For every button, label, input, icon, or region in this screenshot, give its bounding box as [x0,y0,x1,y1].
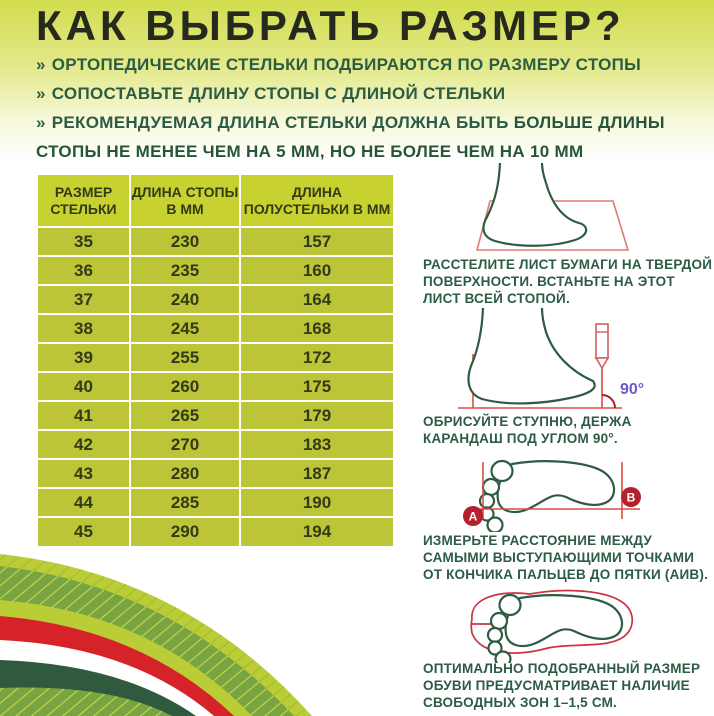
step-caption: ИЗМЕРЬТЕ РАССТОЯНИЕ МЕЖДУ САМЫМИ ВЫСТУПАЮЩИМИ ТОЧКАМИ ОТ КОНЧИКА ПАЛЬЦЕВ ДО ПЯТКИ (АИВ). [423,533,709,582]
bullet-marker: » [36,84,46,103]
size-table-body [38,227,393,546]
table-cell: 280 [130,459,240,488]
table-row [38,256,393,285]
angle-label: 90° [620,381,645,398]
table-row [38,285,393,314]
table-cell: 172 [240,343,393,372]
bullet-item [36,50,688,79]
table-row [38,430,393,459]
table-cell: 240 [130,285,240,314]
table-header-cell: ДЛИНА СТОПЫ В ММ [130,175,240,227]
table-cell: 164 [240,285,393,314]
table-cell: 230 [130,227,240,256]
table-cell: 187 [240,459,393,488]
bullet-item [36,79,688,108]
table-row [38,227,393,256]
table-header-cell: РАЗМЕР СТЕЛЬКИ [38,175,130,227]
table-cell: 160 [240,256,393,285]
size-table-head [38,175,393,227]
table-cell: 183 [240,430,393,459]
table-cell: 39 [38,343,130,372]
table-cell: 265 [130,401,240,430]
footprint-measure-icon [450,452,665,532]
table-row [38,372,393,401]
table-cell: 179 [240,401,393,430]
size-table [38,175,393,546]
table-row [38,488,393,517]
table-cell: 190 [240,488,393,517]
bullet-text: СОПОСТАВЬТЕ ДЛИНУ СТОПЫ С ДЛИНОЙ СТЕЛЬКИ [51,84,506,103]
bullet-text: ОРТОПЕДИЧЕСКИЕ СТЕЛЬКИ ПОДБИРАЮТСЯ ПО РАЗМЕРУ СТОПЫ [51,55,642,74]
table-cell: 43 [38,459,130,488]
table-cell: 260 [130,372,240,401]
table-cell: 245 [130,314,240,343]
table-cell: 235 [130,256,240,285]
table-cell: 285 [130,488,240,517]
bullet-marker: » [36,113,46,132]
table-cell: 290 [130,517,240,546]
table-row [38,459,393,488]
table-row [38,343,393,372]
table-cell: 157 [240,227,393,256]
point-a-label: А [468,509,478,524]
table-header-row [38,175,393,227]
bullet-item [36,108,688,166]
table-cell: 37 [38,285,130,314]
table-row [38,517,393,546]
step-caption: РАССТЕЛИТЕ ЛИСТ БУМАГИ НА ТВЕРДОЙ ПОВЕРХНОСТИ. ВСТАНЬТЕ НА ЭТОТ ЛИСТ ВСЕЙ СТОПОЙ. [423,257,713,306]
table-cell: 35 [38,227,130,256]
table-cell: 41 [38,401,130,430]
table-row [38,401,393,430]
bullet-list [36,50,688,166]
page-title: КАК ВЫБРАТЬ РАЗМЕР? [36,2,625,49]
table-cell: 45 [38,517,130,546]
point-b-label: В [626,490,636,505]
foot-on-paper-icon [445,163,655,258]
table-cell: 44 [38,488,130,517]
table-cell: 255 [130,343,240,372]
bullet-text: РЕКОМЕНДУЕМАЯ ДЛИНА СТЕЛЬКИ ДОЛЖНА БЫТЬ [51,113,514,132]
bullet-text-emphasis: БОЛЬШЕ ДЛИНЫ СТОПЫ НЕ МЕНЕЕ ЧЕМ НА 5 ММ, НО НЕ БОЛЕЕ ЧЕМ НА 10 ММ [36,113,665,161]
table-cell: 168 [240,314,393,343]
step-caption: ОПТИМАЛЬНО ПОДОБРАННЫЙ РАЗМЕР ОБУВИ ПРЕДУСМАТРИВАЕТ НАЛИЧИЕ СВОБОДНЫХ ЗОН 1–1,5 СМ. [423,661,701,710]
table-header-cell: ДЛИНА ПОЛУСТЕЛЬКИ В ММ [240,175,393,227]
bullet-marker: » [36,55,46,74]
step-caption: ОБРИСУЙТЕ СТУПНЮ, ДЕРЖА КАРАНДАШ ПОД УГЛОМ 90°. [423,414,632,446]
table-cell: 36 [38,256,130,285]
table-row [38,314,393,343]
table-cell: 38 [38,314,130,343]
table-cell: 40 [38,372,130,401]
table-cell: 270 [130,430,240,459]
table-cell: 42 [38,430,130,459]
foot-pencil-icon [450,308,700,412]
decorative-waves [0,546,450,716]
table-cell: 175 [240,372,393,401]
footprint-shoe-icon [450,585,665,663]
table-cell: 194 [302,522,332,541]
